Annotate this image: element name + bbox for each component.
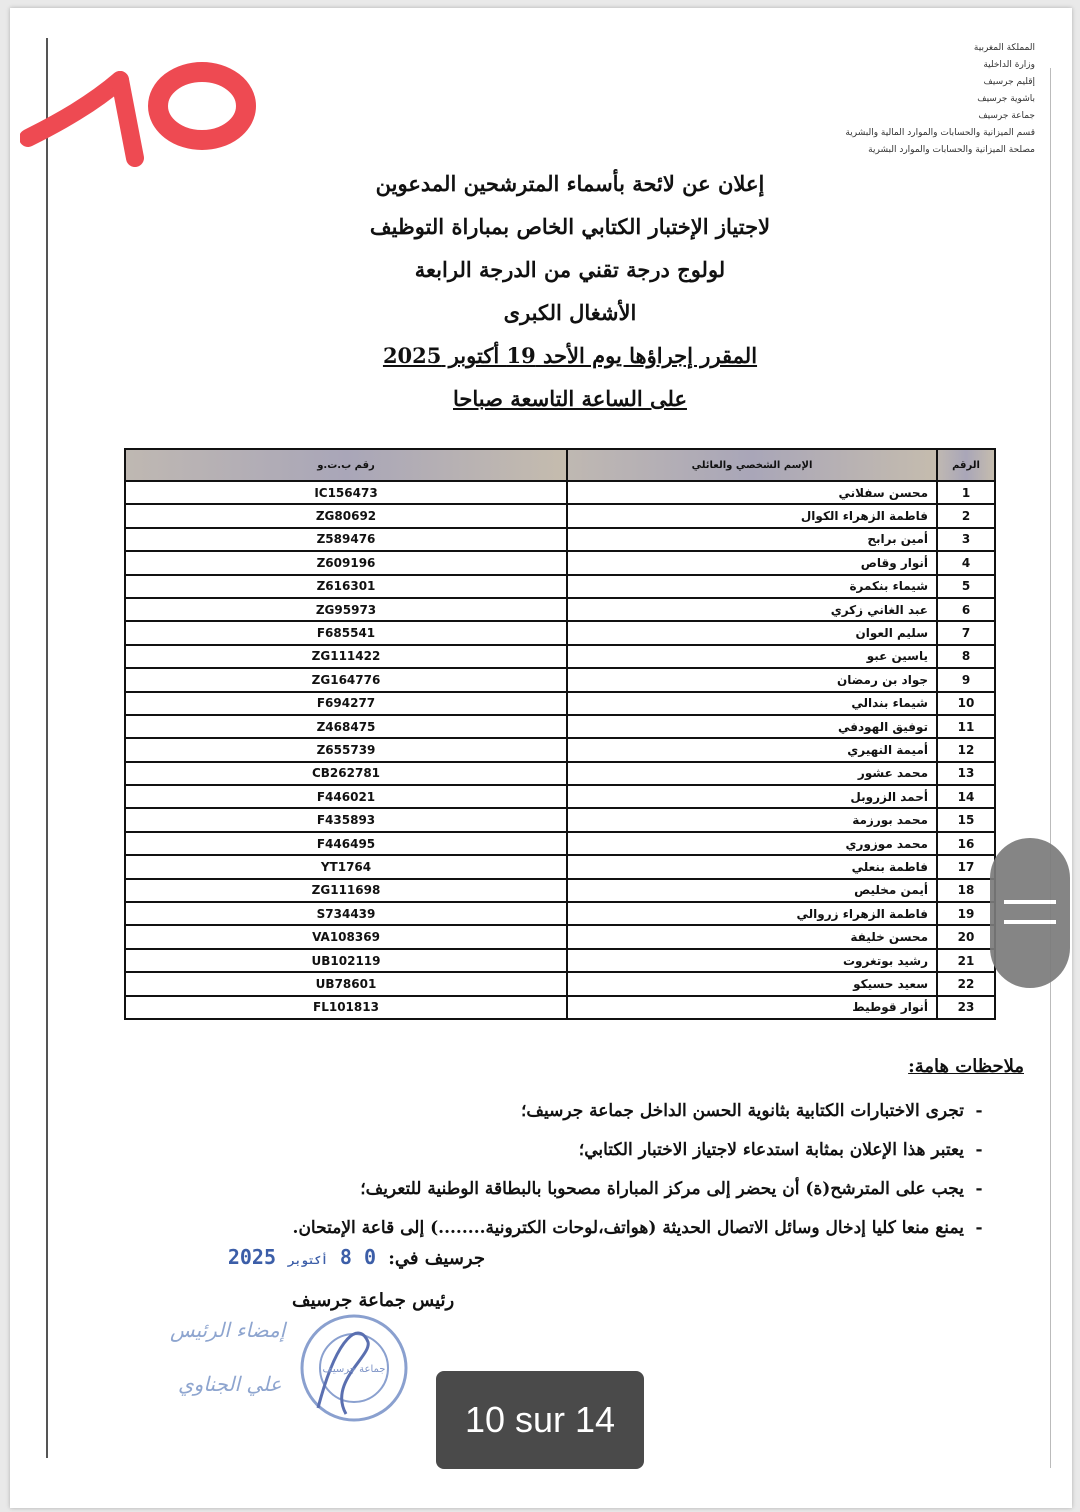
table-row — [125, 832, 995, 855]
row-number: 7 — [937, 621, 995, 644]
row-cin: VA108369 — [125, 925, 567, 948]
table-row — [125, 762, 995, 785]
title-line: الأشغال الكبرى — [503, 300, 637, 325]
note-item: - يجب على المترشح(ة) أن يحضر إلى مركز المباراة مصحوبا بالبطاقة الوطنية للتعريف؛ — [174, 1170, 994, 1209]
row-name: جواد بن رمضان — [567, 668, 937, 691]
row-number: 14 — [937, 785, 995, 808]
row-cin: F694277 — [125, 692, 567, 715]
row-cin: IC156473 — [125, 481, 567, 504]
row-cin: S734439 — [125, 902, 567, 925]
row-name: محمد بورزمة — [567, 808, 937, 831]
header-line: المملكة المغربية — [973, 43, 1035, 53]
table-row — [125, 598, 995, 621]
title-line: لولوج درجة تقني من الدرجة الرابعة — [414, 257, 726, 282]
seal-text: جماعة جرسيف — [322, 1364, 386, 1375]
row-number: 22 — [937, 972, 995, 995]
table-row — [125, 528, 995, 551]
candidates-table — [124, 448, 996, 1020]
row-cin: ZG80692 — [125, 504, 567, 527]
row-name: فاطمة الزهراء الكوال — [567, 504, 937, 527]
row-number: 6 — [937, 598, 995, 621]
row-name: محمد عشور — [567, 762, 937, 785]
row-number: 23 — [937, 996, 995, 1019]
row-name: أمين برابح — [567, 528, 937, 551]
row-cin: UB102119 — [125, 949, 567, 972]
date-year: 2025 — [227, 1245, 276, 1269]
table-row — [125, 972, 995, 995]
row-number: 18 — [937, 879, 995, 902]
header-number: الرقم — [937, 449, 995, 481]
row-cin: CB262781 — [125, 762, 567, 785]
row-name: أنوار وقاص — [567, 551, 937, 574]
table-row — [125, 481, 995, 504]
table-row — [125, 925, 995, 948]
table-row — [125, 902, 995, 925]
row-name: عبد الغاني زكري — [567, 598, 937, 621]
notes-list — [174, 1092, 994, 1248]
row-cin: Z609196 — [125, 551, 567, 574]
row-number: 12 — [937, 738, 995, 761]
row-cin: Z655739 — [125, 738, 567, 761]
table-row — [125, 504, 995, 527]
row-cin: F446495 — [125, 832, 567, 855]
row-name: فاطمة الزهراء زروالي — [567, 902, 937, 925]
header-line: إقليم جرسيف — [983, 77, 1035, 87]
note-item: - تجرى الاختبارات الكتابية بثانوية الحسن الداخل جماعة جرسيف؛ — [174, 1092, 994, 1131]
row-number: 16 — [937, 832, 995, 855]
table-row — [125, 575, 995, 598]
header-line: قسم الميزانية والحسابات والموارد المالية والبشرية — [845, 128, 1035, 138]
official-seal — [298, 1312, 410, 1424]
row-number: 1 — [937, 481, 995, 504]
row-name: شيماء بنكمرة — [567, 575, 937, 598]
header-name: الإسم الشخصي والعائلي — [567, 449, 937, 481]
row-number: 2 — [937, 504, 995, 527]
title-line: إعلان عن لائحة بأسماء المترشحين المدعوين — [375, 171, 765, 196]
header-cin: رقم ب.ت.و — [125, 449, 567, 481]
row-name: سليم العوان — [567, 621, 937, 644]
row-number: 15 — [937, 808, 995, 831]
scroll-handle[interactable] — [990, 838, 1070, 988]
row-cin: UB78601 — [125, 972, 567, 995]
row-cin: ZG111422 — [125, 645, 567, 668]
row-name: أيمن مخليص — [567, 879, 937, 902]
row-cin: Z589476 — [125, 528, 567, 551]
date-line — [215, 1245, 485, 1269]
table-row — [125, 996, 995, 1019]
header-line: جماعة جرسيف — [978, 111, 1035, 121]
row-number: 10 — [937, 692, 995, 715]
row-number: 8 — [937, 645, 995, 668]
announcement-title — [300, 162, 840, 420]
table-row — [125, 949, 995, 972]
row-number: 17 — [937, 855, 995, 878]
table-row — [125, 692, 995, 715]
notes-title: ملاحظات هامة: — [908, 1056, 1024, 1077]
row-cin: F435893 — [125, 808, 567, 831]
date-label: جرسيف في: — [388, 1248, 485, 1269]
row-name: ياسين عبو — [567, 645, 937, 668]
table-row — [125, 621, 995, 644]
table-row — [125, 738, 995, 761]
note-item: - يعتبر هذا الإعلان بمثابة استدعاء لاجتياز الاختبار الكتابي؛ — [174, 1131, 994, 1170]
signature-name: علي الجناوي — [178, 1372, 282, 1396]
table-row — [125, 808, 995, 831]
row-name: سعيد حسيكو — [567, 972, 937, 995]
row-number: 11 — [937, 715, 995, 738]
row-number: 20 — [937, 925, 995, 948]
title-line: لاجتياز الإختبار الكتابي الخاص بمباراة التوظيف — [369, 214, 771, 239]
ministry-header — [835, 40, 1035, 159]
header-line: باشوية جرسيف — [977, 94, 1035, 104]
row-number: 5 — [937, 575, 995, 598]
note-item: - يمنع منعا كليا إدخال وسائل الاتصال الحديثة (هواتف،لوحات الكترونية........) إلى قاعة الإمتحان. — [174, 1209, 994, 1248]
row-cin: ZG111698 — [125, 879, 567, 902]
header-line: مصلحة الميزانية والحسابات والموارد البشرية — [868, 145, 1035, 155]
row-number: 9 — [937, 668, 995, 691]
row-name: أميمة النهيري — [567, 738, 937, 761]
row-cin: Z468475 — [125, 715, 567, 738]
row-name: محسن خليفة — [567, 925, 937, 948]
table-row — [125, 855, 995, 878]
margin-line — [46, 38, 48, 1458]
row-name: أنوار قوطيط — [567, 996, 937, 1019]
row-name: شيماء بندالي — [567, 692, 937, 715]
row-name: رشيد بوتغروت — [567, 949, 937, 972]
row-name: محسن سفلاني — [567, 481, 937, 504]
table-header-row — [125, 449, 995, 481]
row-cin: FL101813 — [125, 996, 567, 1019]
row-cin: YT1764 — [125, 855, 567, 878]
date-day: 0 8 — [339, 1245, 376, 1269]
table-row — [125, 551, 995, 574]
table-row — [125, 645, 995, 668]
exam-time-line: على الساعة التاسعة صباحا — [453, 386, 687, 411]
date-month: أكتوبر — [288, 1254, 328, 1267]
row-cin: Z616301 — [125, 575, 567, 598]
table-row — [125, 785, 995, 808]
row-cin: F685541 — [125, 621, 567, 644]
row-cin: ZG164776 — [125, 668, 567, 691]
row-number: 19 — [937, 902, 995, 925]
signature-title: إمضاء الرئيس — [170, 1318, 286, 1342]
table-body — [125, 481, 995, 1019]
row-name: محمد موزوري — [567, 832, 937, 855]
table-row — [125, 715, 995, 738]
row-number: 4 — [937, 551, 995, 574]
row-cin: ZG95973 — [125, 598, 567, 621]
margin-line-right — [1050, 68, 1051, 1468]
drag-handle-icon — [990, 838, 1070, 988]
date-stamp — [228, 1245, 376, 1269]
exam-date-line: المقرر إجراؤها يوم الأحد 19 أكتوبر 2025 — [382, 343, 758, 368]
row-name: أحمد الزروبل — [567, 785, 937, 808]
table-row — [125, 879, 995, 902]
row-number: 13 — [937, 762, 995, 785]
row-name: فاطمة بنعلي — [567, 855, 937, 878]
handwritten-number-mark — [20, 60, 260, 175]
row-number: 21 — [937, 949, 995, 972]
president-title: رئيس جماعة جرسيف — [292, 1290, 455, 1311]
row-cin: F446021 — [125, 785, 567, 808]
header-line: وزارة الداخلية — [983, 60, 1035, 70]
page-indicator: 10 sur 14 — [436, 1371, 644, 1469]
row-name: توفيق الهودفي — [567, 715, 937, 738]
table-row — [125, 668, 995, 691]
row-number: 3 — [937, 528, 995, 551]
